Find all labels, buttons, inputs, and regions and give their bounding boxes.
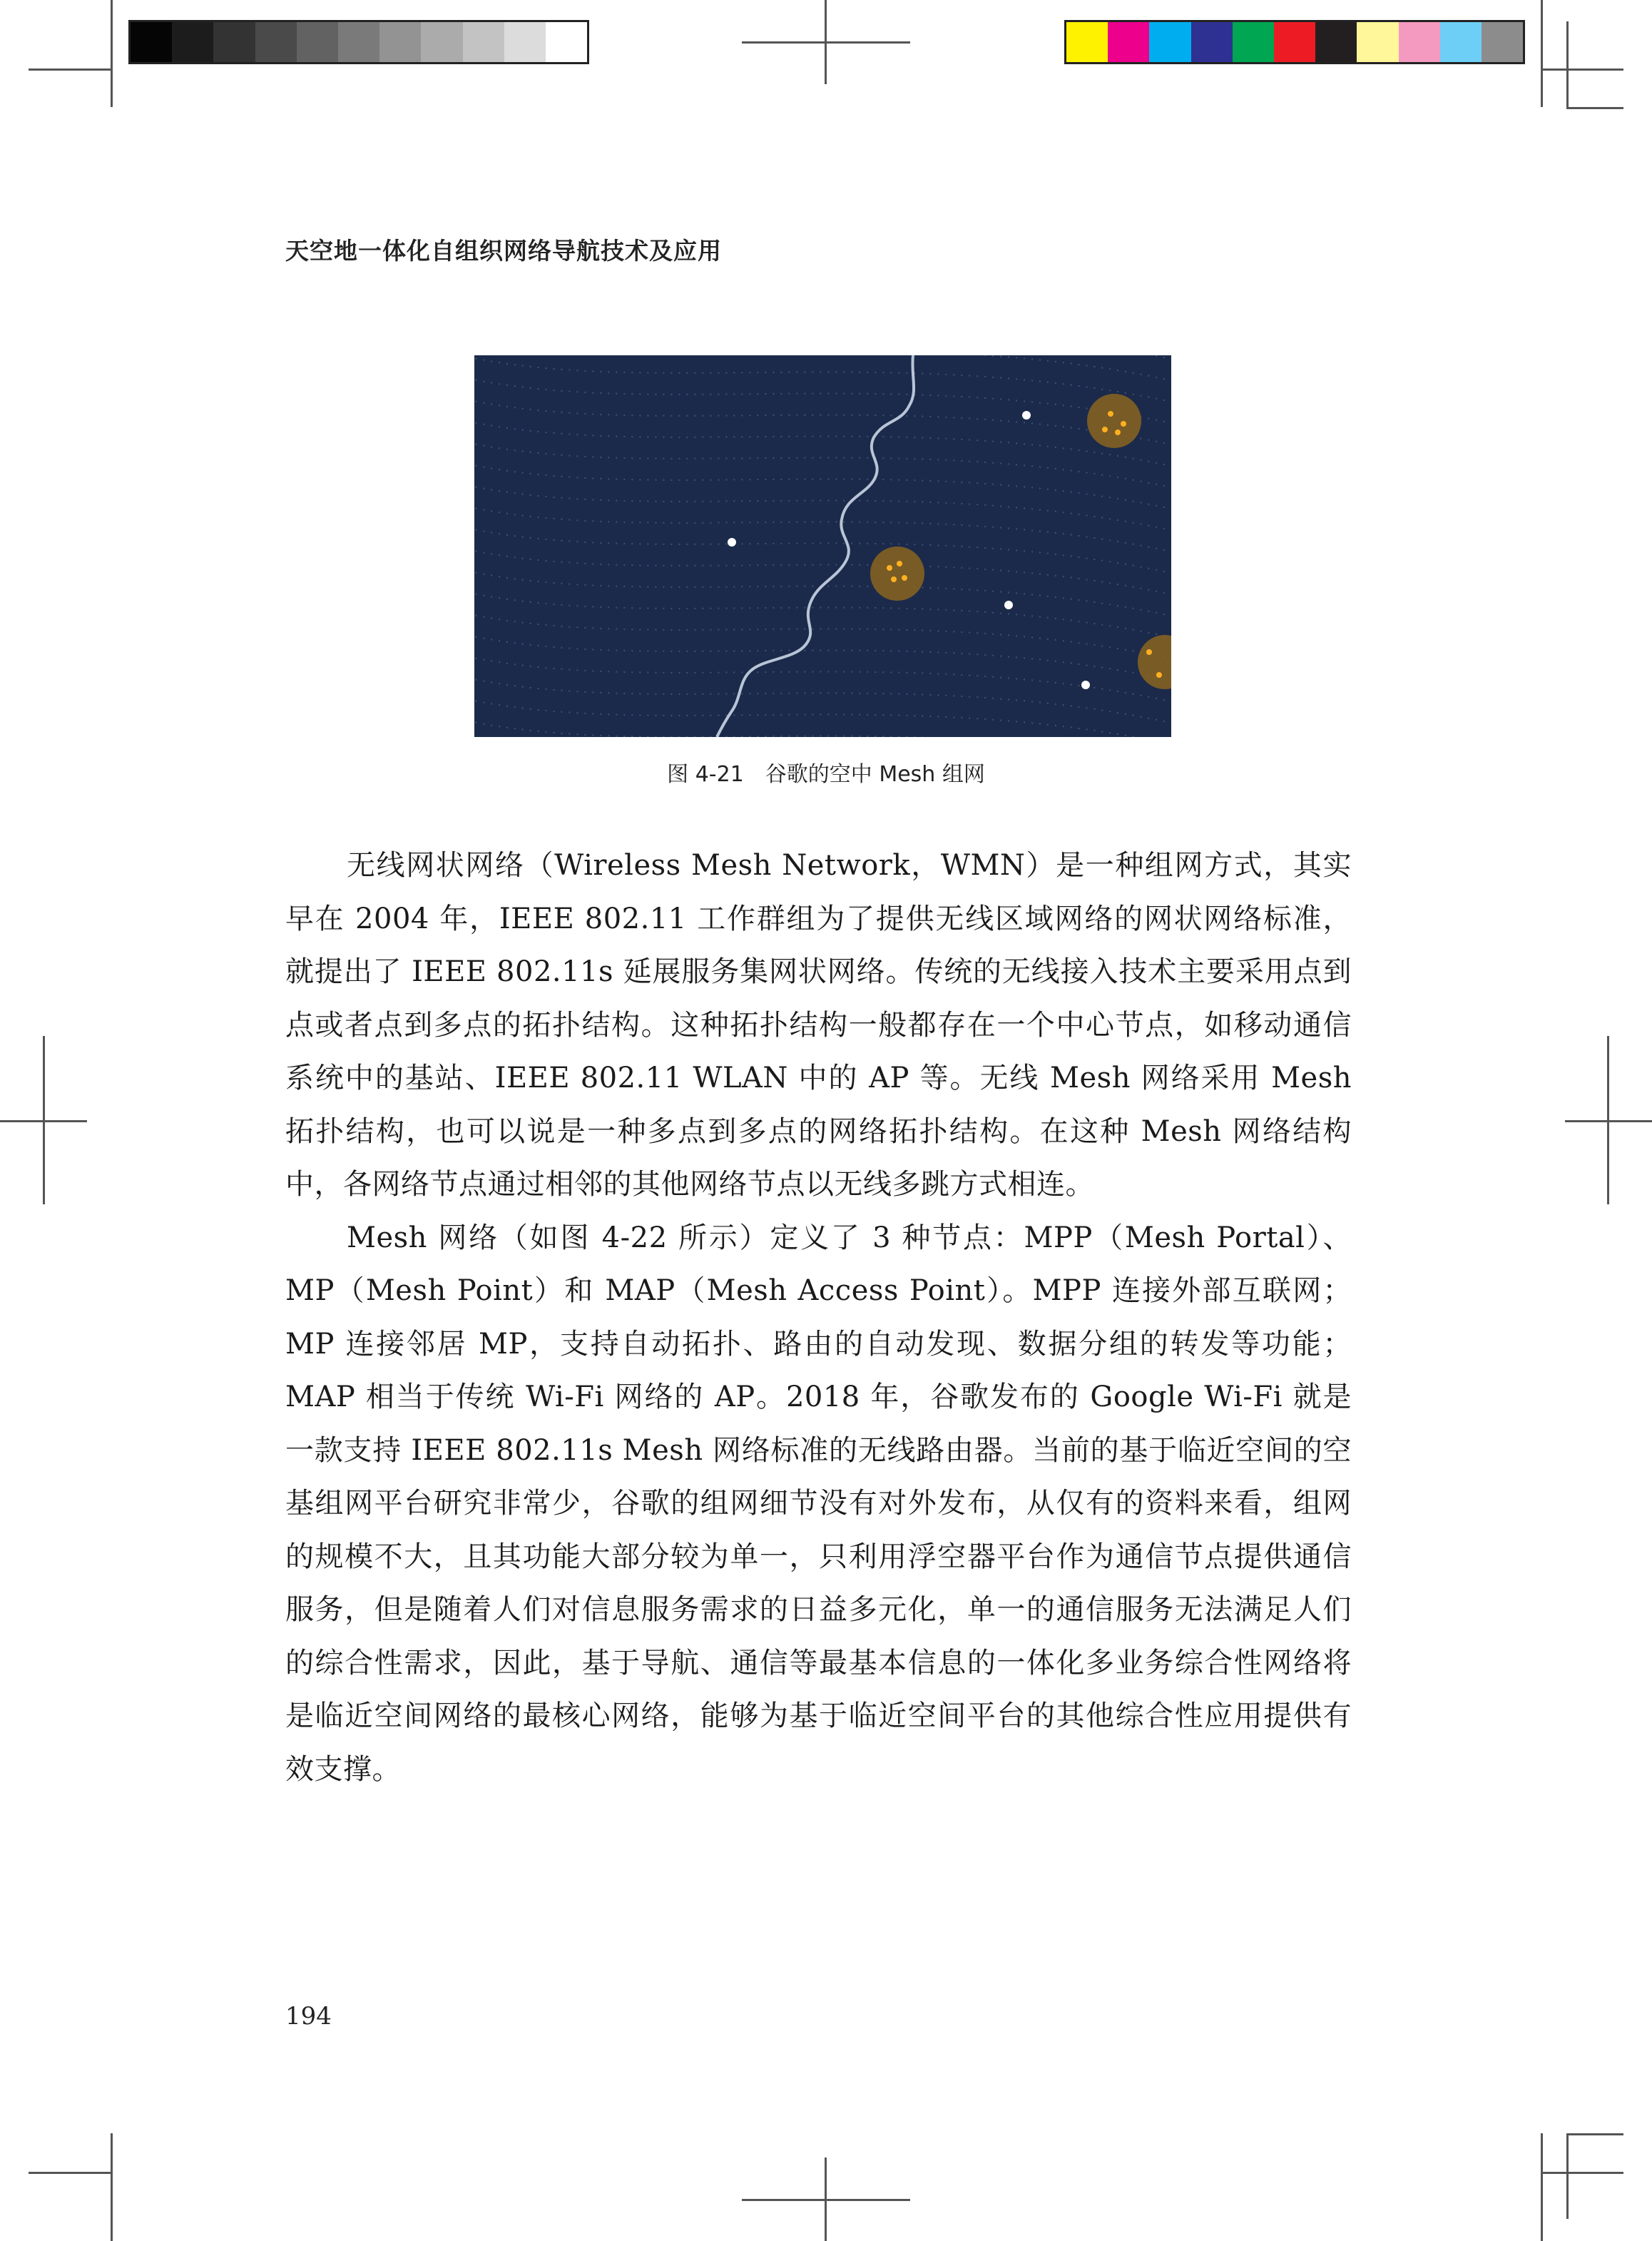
wind-streamline	[474, 698, 1171, 737]
crop-mark	[29, 2172, 111, 2174]
wind-streamline	[474, 355, 1171, 384]
ground-node	[1081, 681, 1090, 689]
gray-swatch	[255, 22, 297, 62]
gray-swatch	[379, 22, 421, 62]
balloon-node	[1087, 394, 1141, 448]
color-swatch	[1191, 22, 1233, 62]
running-head: 天空地一体化自组织网络导航技术及应用	[285, 237, 722, 265]
gray-swatch	[131, 22, 172, 62]
registration-mark	[825, 0, 827, 84]
wind-streamline	[474, 484, 1171, 534]
balloon-node	[1138, 635, 1171, 689]
paragraph: 无线网状网络（Wireless Mesh Network，WMN）是一种组网方式，其实早在 2004 年，IEEE 802.11 工作群组为了提供无线区域网络的网状网络标准，就提出了 IEEE 802.11s 延展服务集网状网络。传统的无线接入技术主要采用点到点或者点到多点的拓扑结构。这种拓扑结构一般都存在一个中心节点，如移动通信系统中的基站、IEEE 802.11 WLAN 中的 AP 等。无线 Mesh 网络采用 Mesh 拓扑结构，也可以说是一种多点到多点的网络拓扑结构。在这种 Mesh 网络结构中，各网络节点通过相邻的其他网络节点以无线多跳方式相连。	[285, 849, 1352, 1201]
wind-streamline	[474, 719, 1171, 737]
figure-caption: 图 4-21 谷歌的空中 Mesh 组网	[667, 762, 985, 787]
color-swatch	[1399, 22, 1440, 62]
gray-swatch	[297, 22, 338, 62]
crop-mark	[111, 2133, 113, 2241]
crop-mark	[1541, 68, 1623, 71]
wind-streamline	[474, 569, 1171, 619]
wind-streamline	[474, 398, 1171, 448]
page-number: 194	[285, 2002, 332, 2031]
wind-streamline	[474, 377, 1171, 427]
crop-mark	[29, 68, 111, 71]
registration-mark	[825, 2158, 827, 2241]
registration-mark	[1607, 1036, 1609, 1204]
mesh-network-figure	[474, 355, 1171, 737]
wind-streamline	[474, 505, 1171, 555]
crop-mark	[1566, 2133, 1569, 2219]
crop-mark	[1566, 2133, 1623, 2135]
color-swatch	[1233, 22, 1274, 62]
crop-mark	[1566, 107, 1623, 109]
body-text	[285, 839, 1352, 1796]
crop-mark	[111, 0, 113, 107]
crop-mark	[1541, 2172, 1623, 2174]
wind-streamline	[474, 355, 1171, 362]
color-swatch	[1108, 22, 1149, 62]
color-swatch	[1315, 22, 1357, 62]
gray-swatch	[546, 22, 587, 62]
ground-node	[1022, 411, 1031, 420]
wind-streamline	[474, 676, 1171, 726]
wind-streamline	[474, 612, 1171, 662]
wind-streamline	[474, 591, 1171, 641]
crop-mark	[1541, 2133, 1543, 2241]
color-calibration-bar	[1064, 20, 1525, 64]
color-swatch	[1066, 22, 1108, 62]
crop-mark	[1541, 0, 1543, 107]
gray-swatch	[504, 22, 546, 62]
color-swatch	[1274, 22, 1315, 62]
wind-streamline	[474, 655, 1171, 705]
wind-streamline	[474, 527, 1171, 576]
color-swatch	[1482, 22, 1523, 62]
registration-mark	[43, 1036, 45, 1204]
wind-streamline	[474, 548, 1171, 598]
wind-streamlines	[474, 355, 1171, 737]
balloon-node	[870, 547, 924, 601]
color-swatch	[1149, 22, 1190, 62]
gray-swatch	[338, 22, 379, 62]
gray-swatch	[463, 22, 504, 62]
wind-streamline	[474, 462, 1171, 512]
wind-streamline	[474, 634, 1171, 684]
gray-swatch	[172, 22, 213, 62]
color-swatch	[1440, 22, 1482, 62]
ground-node	[1004, 601, 1013, 609]
gray-swatch	[213, 22, 255, 62]
figure-illustration	[474, 355, 1171, 737]
paragraph: Mesh 网络（如图 4-22 所示）定义了 3 种节点：MPP（Mesh Portal）、MP（Mesh Point）和 MAP（Mesh Access Point）。MPP 连接外部互联网；MP 连接邻居 MP，支持自动拓扑、路由的自动发现、数据分组的转发等功能；MAP 相当于传统 Wi-Fi 网络的 AP。2018 年，谷歌发布的 Google Wi-Fi 就是一款支持 IEEE 802.11s Mesh 网络标准的无线路由器。当前的基于临近空间的空基组网平台研究非常少，谷歌的组网细节没有对外发布，从仅有的资料来看，组网的规模不大，且其功能大部分较为单一，只利用浮空器平台作为通信节点提供通信服务，但是随着人们对信息服务需求的日益多元化，单一的通信服务无法满足人们的综合性需求，因此，基于导航、通信等最基本信息的一体化多业务综合性网络将是临近空间网络的最核心网络，能够为基于临近空间平台的其他综合性应用提供有效支撑。	[285, 1221, 1352, 1786]
wind-streamline	[474, 355, 1171, 405]
wind-streamline	[474, 441, 1171, 491]
coastline	[717, 355, 914, 737]
grayscale-calibration-bar	[128, 20, 589, 64]
gray-swatch	[421, 22, 462, 62]
ground-node	[728, 538, 736, 547]
crop-mark	[1566, 21, 1569, 107]
color-swatch	[1357, 22, 1398, 62]
wind-streamline	[474, 420, 1171, 469]
